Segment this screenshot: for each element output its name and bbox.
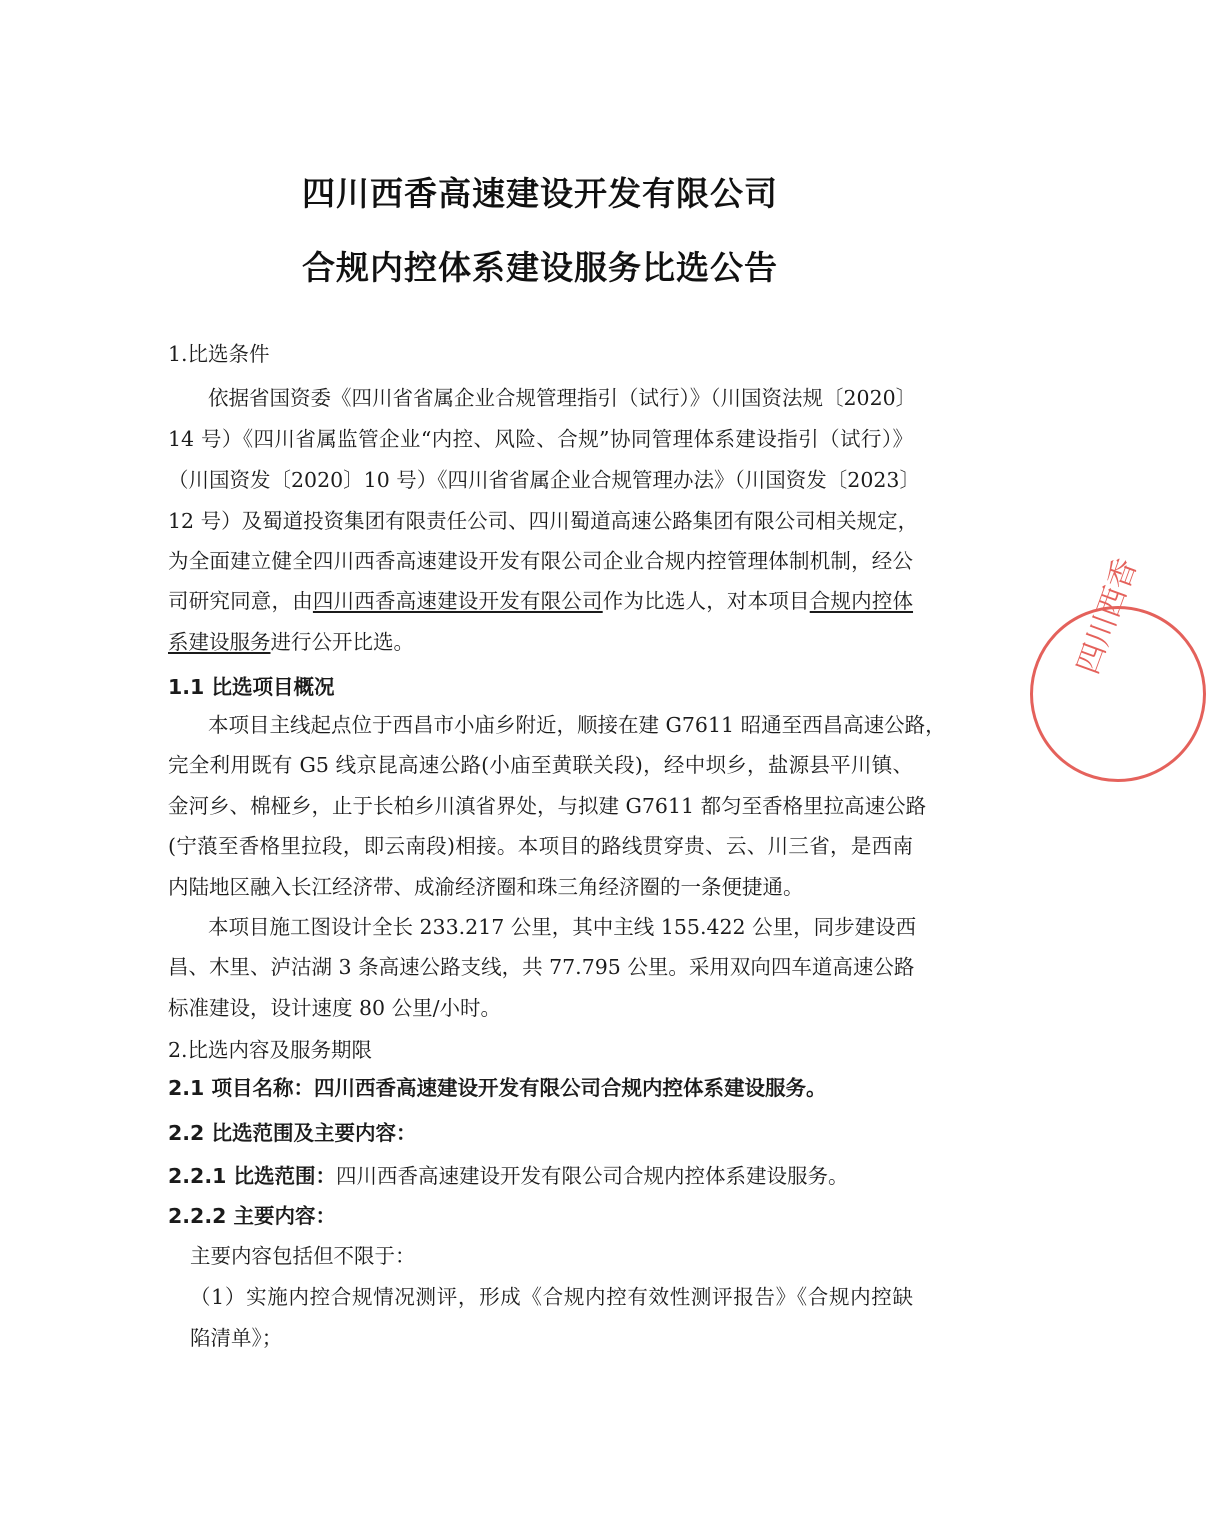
paragraph-line: 金河乡、棉桠乡，止于长柏乡川滇省界处，与拟建 G7611 都匀至香格里拉高速公路 <box>168 794 927 818</box>
stamp-text: 四川西香 <box>1070 553 1145 679</box>
paragraph-line: 14 号）《四川省属监管企业“内控、风险、合规”协同管理体系建设指引（试行）》 <box>168 427 913 451</box>
paragraph-line: 为全面建立健全四川西香高速建设开发有限公司企业合规内控管理体制机制，经公 <box>168 549 913 573</box>
section-2-2-1-label: 2.2.1 比选范围： <box>168 1164 337 1188</box>
paragraph-line: 12 号）及蜀道投资集团有限责任公司、四川蜀道高速公路集团有限公司相关规定， <box>168 509 919 533</box>
text-run: 作为比选人，对本项目 <box>602 589 810 613</box>
section-2-heading: 2.比选内容及服务期限 <box>168 1038 373 1062</box>
list-item-1-line1: （1）实施内控合规情况测评，形成《合规内控有效性测评报告》《合规内控缺 <box>190 1285 913 1309</box>
section-2-2: 2.2 比选范围及主要内容： <box>168 1121 417 1145</box>
paragraph-line: 内陆地区融入长江经济带、成渝经济圈和珠三角经济圈的一条便捷通。 <box>168 875 804 899</box>
section-2-2-2: 2.2.2 主要内容： <box>168 1204 337 1228</box>
list-item-1-line2: 陷清单》； <box>190 1326 283 1350</box>
text-run: 司研究同意，由 <box>168 589 313 613</box>
paragraph-line: 昌、木里、泸沽湖 3 条高速公路支线，共 77.795 公里。采用双向四车道高速公路 <box>168 955 915 979</box>
section-2-1: 2.1 项目名称：四川西香高速建设开发有限公司合规内控体系建设服务。 <box>168 1076 827 1100</box>
underlined-project-name: 系建设服务 <box>168 630 271 654</box>
official-seal-stamp <box>1030 553 1206 782</box>
paragraph-line: (宁蒗至香格里拉段，即云南段)相接。本项目的路线贯穿贵、云、川三省，是西南 <box>168 834 913 858</box>
document-title-line1: 四川西香高速建设开发有限公司 <box>302 174 778 213</box>
paragraph-line: 依据省国资委《四川省省属企业合规管理指引（试行）》（川国资法规〔2020〕 <box>208 386 917 410</box>
paragraph-line: 完全利用既有 G5 线京昆高速公路(小庙至黄联关段)，经中坝乡，盐源县平川镇、 <box>168 753 913 777</box>
section-1-1-heading: 1.1 比选项目概况 <box>168 675 335 699</box>
underlined-project-name: 合规内控体 <box>809 589 914 613</box>
paragraph-line: 本项目施工图设计全长 233.217 公里，其中主线 155.422 公里，同步建设西 <box>208 915 917 939</box>
paragraph-line <box>168 588 913 614</box>
text-run: 进行公开比选。 <box>270 630 414 654</box>
underlined-company-name: 四川西香高速建设开发有限公司 <box>312 589 603 613</box>
main-content-intro: 主要内容包括但不限于： <box>190 1244 416 1268</box>
section-1-heading: 1.比选条件 <box>168 342 270 366</box>
document-title-line2: 合规内控体系建设服务比选公告 <box>302 248 778 287</box>
paragraph-line <box>168 629 913 655</box>
section-2-2-1 <box>168 1163 913 1189</box>
paragraph-line: 本项目主线起点位于西昌市小庙乡附近，顺接在建 G7611 昭通至西昌高速公路， <box>208 713 946 737</box>
paragraph-line: 标准建设，设计速度 80 公里/小时。 <box>168 996 502 1020</box>
paragraph-line: （川国资发〔2020〕10 号）《四川省省属企业合规管理办法》（川国资发〔2023〕 <box>168 468 920 492</box>
section-2-2-1-text: 四川西香高速建设开发有限公司合规内控体系建设服务。 <box>336 1164 849 1188</box>
